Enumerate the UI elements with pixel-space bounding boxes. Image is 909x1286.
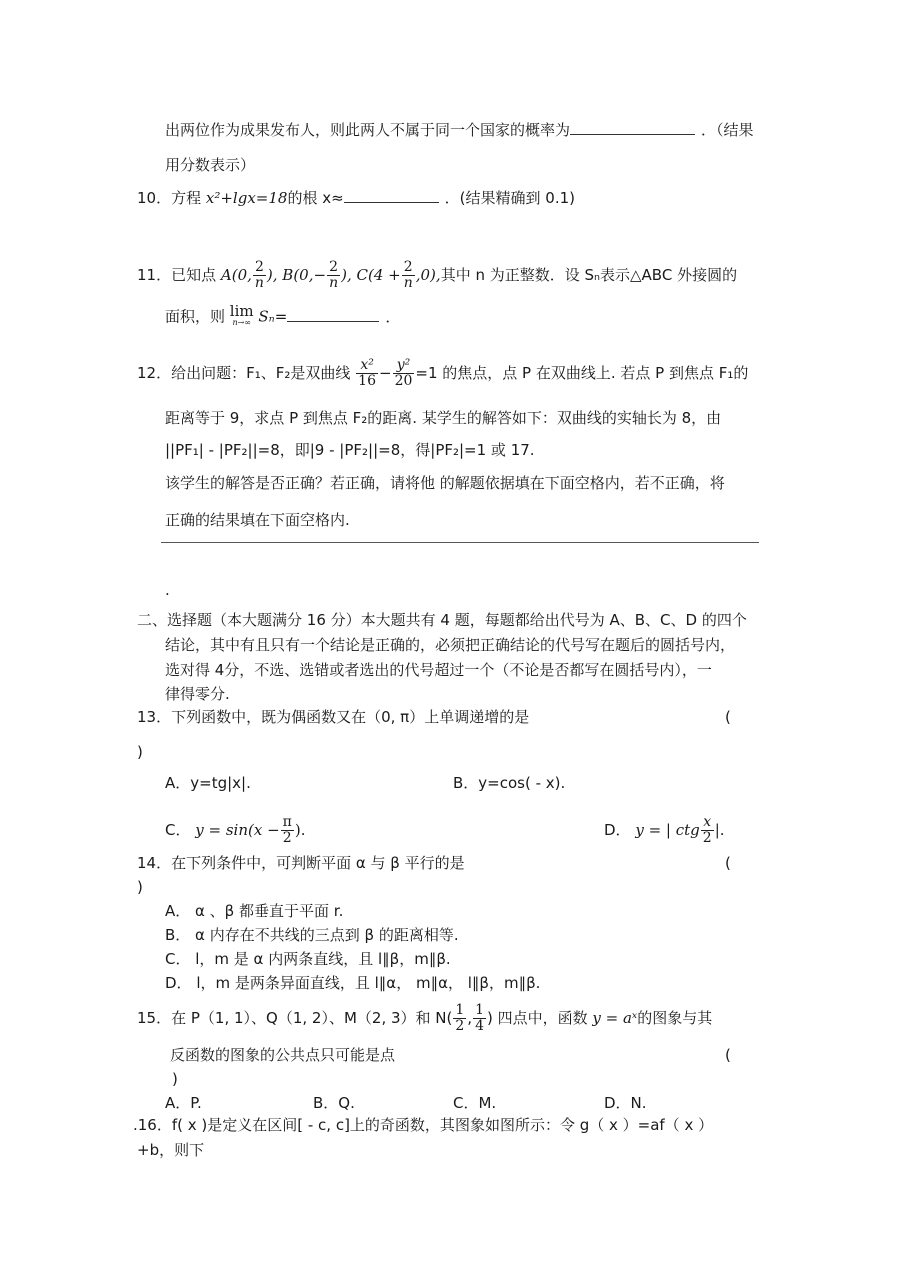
q15-line1: 15．在 P（1, 1）、Q（1, 2）、M（2, 3）和 N( $\frac{1}{2}$ , $\frac{1}{4}$ ) 四点中，函数 y = aˣ的图象与其 <box>137 1002 713 1034</box>
q15-paren-close: ) <box>172 1070 178 1088</box>
fraction: $\frac{\pi}{2}$ <box>282 814 292 846</box>
q15-option-b[interactable]: B．Q. <box>313 1094 355 1112</box>
q15-line2: 反函数的图象的公共点只可能是点 <box>170 1046 396 1064</box>
q11-line2: 面积，则 lim n→∞ Sₙ= ． <box>165 302 401 327</box>
q14-stem: 14．在下列条件中，可判断平面 α 与 β 平行的是 <box>137 854 465 872</box>
q11-line1: 11．已知点 A(0, $\frac{2}{n}$ ), B(0,− $\frac{2}{n}$ ), C(4 + $\frac{2}{n}$ ,0),其中 n 为正整数．设 Sₙ表示△ABC 外接圆的 <box>137 259 738 291</box>
q16-line1: .16．f( x )是定义在区间[ - c, c]上的奇函数，其图象如图所示：令 g（ x ）=af（ x ） <box>133 1116 714 1134</box>
q12-line2: 距离等于 9，求点 P 到焦点 F₂的距离. 某学生的解答如下：双曲线的实轴长为 8，由 <box>165 409 722 427</box>
section2-line1: 二、选择题（本大题满分 16 分）本大题共有 4 题，每题都给出代号为 A、B、C、D 的四个 <box>137 611 747 629</box>
section2-line4: 律得零分. <box>165 685 230 703</box>
q14-option-d[interactable]: D． l，m 是两条异面直线，且 l∥α， m∥α， l∥β，m∥β. <box>165 974 541 992</box>
fraction: $\frac{\text{x²}}{16}$ <box>358 357 376 389</box>
q13-option-a[interactable]: A．y=tg|x|. <box>165 774 251 792</box>
fraction: $\frac{2}{n}$ <box>254 259 264 291</box>
fraction: $\frac{x}{2}$ <box>702 814 712 846</box>
q12-line3: ||PF₁| - |PF₂||=8，即|9 - |PF₂||=8，得|PF₂|=1 或 17. <box>165 441 535 459</box>
q15-option-a[interactable]: A．P. <box>165 1094 202 1112</box>
q9-line2: 用分数表示） <box>165 156 256 174</box>
q14-paren-open: ( <box>725 854 731 872</box>
q15-option-c[interactable]: C．M. <box>453 1094 497 1112</box>
q13-option-c[interactable]: C． y = sin(x − $\frac{\pi}{2}$ ). <box>165 814 306 846</box>
limit: lim n→∞ <box>229 302 254 327</box>
q13-paren-close: ) <box>137 743 143 761</box>
q15-paren-open: ( <box>725 1046 731 1064</box>
fraction: $\frac{2}{n}$ <box>329 259 339 291</box>
q12-dot: . <box>165 581 170 599</box>
q10: 10．方程 x²+lgx=18的根 x≈ ．(结果精确到 0.1) <box>137 189 575 207</box>
fraction: $\frac{2}{n}$ <box>403 259 413 291</box>
q14-option-c[interactable]: C． l，m 是 α 内两条直线，且 l∥β，m∥β. <box>165 950 451 968</box>
fraction: $\frac{1}{4}$ <box>475 1002 484 1034</box>
fraction: $\frac{1}{2}$ <box>455 1002 465 1034</box>
q13-option-b[interactable]: B．y=cos( - x). <box>453 774 566 792</box>
q12-answer-line[interactable] <box>161 542 759 543</box>
q10-answer-blank[interactable] <box>344 188 439 203</box>
q13-paren-open: ( <box>725 708 731 726</box>
q12-line4: 该学生的解答是否正确？若正确，请将他 的解题依据填在下面空格内，若不正确，将 <box>165 474 725 492</box>
q15-option-d[interactable]: D．N. <box>604 1094 647 1112</box>
q12-line1: 12．给出问题：F₁、F₂是双曲线 $\frac{\text{x²}}{16}$ − $\frac{\text{y²}}{20}$ =1 的焦点，点 P 在双曲线上. 若点 P 到焦点 F₁的 <box>137 357 749 389</box>
q11-answer-blank[interactable] <box>287 307 379 322</box>
fraction: $\frac{\text{y²}}{20}$ <box>394 357 413 389</box>
q16-line2: +b，则下 <box>137 1141 205 1159</box>
section2-line3: 选对得 4分，不选、选错或者选出的代号超过一个（不论是否都写在圆括号内），一 <box>165 661 712 679</box>
q9-answer-blank[interactable] <box>570 120 695 135</box>
section2-line2: 结论，其中有且只有一个结论是正确的，必须把正确结论的代号写在题后的圆括号内， <box>165 636 736 654</box>
q13-option-d[interactable]: D． y = | ctg $\frac{x}{2}$ |. <box>604 814 725 846</box>
q9-line1: 出两位作为成果发布人，则此两人不属于同一个国家的概率为 ．（结果 <box>165 121 754 139</box>
q13-stem: 13．下列函数中，既为偶函数又在（0, π）上单调递增的是 <box>137 708 530 726</box>
q12-line5: 正确的结果填在下面空格内. <box>165 511 350 529</box>
q14-option-b[interactable]: B． α 内存在不共线的三点到 β 的距离相等. <box>165 926 459 944</box>
q14-paren-close: ) <box>137 878 143 896</box>
q14-option-a[interactable]: A． α 、β 都垂直于平面 r. <box>165 902 344 920</box>
